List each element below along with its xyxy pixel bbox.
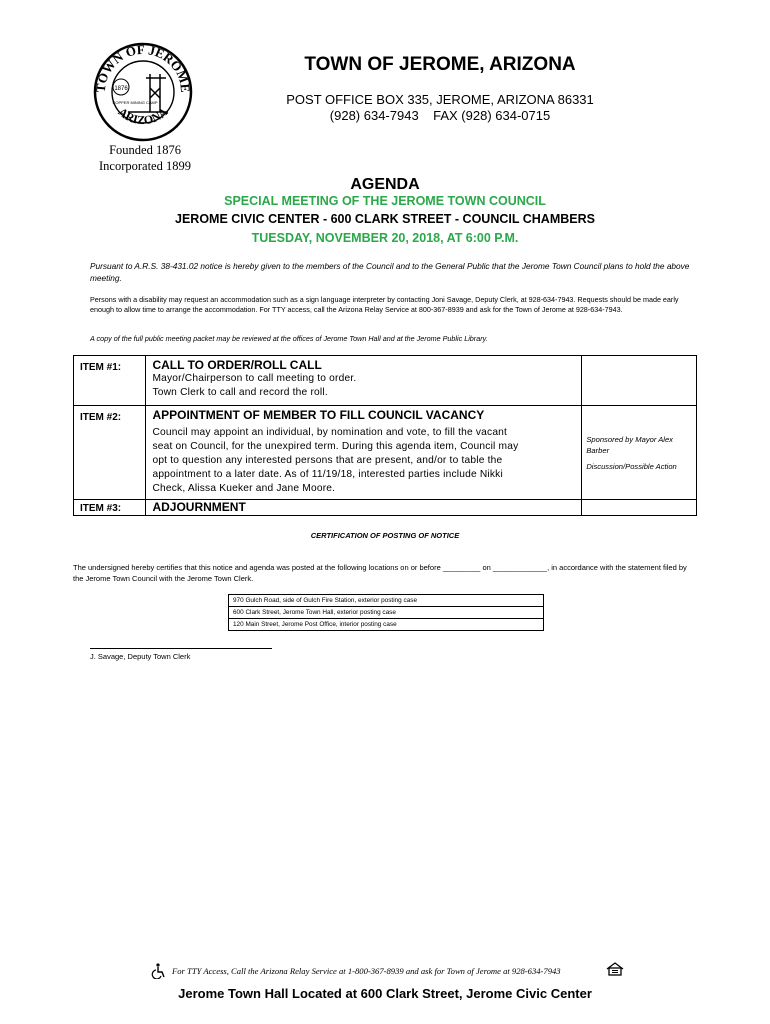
item-body-line: opt to question any interested persons that are present, and/or to table the xyxy=(152,455,503,466)
postal-address: POST OFFICE BOX 335, JEROME, ARIZONA 86331 xyxy=(286,92,594,107)
item-body-line: appointment to a later date. As of 11/19/18, interested parties include Nikki xyxy=(152,469,503,480)
posting-locations-table xyxy=(228,594,544,631)
item-content xyxy=(146,500,582,516)
seal-bottom-text: ARIZONA xyxy=(115,104,171,128)
founded-text: Founded 1876 xyxy=(109,143,181,157)
item-body-line: seat on Council, for the unexpired term. During this agenda item, Council may xyxy=(152,441,519,452)
founding-dates xyxy=(60,142,230,174)
packet-paragraph: A copy of the full public meeting packet may be reviewed at the offices of Jerome Town Hall and at the Jerome Public Library. xyxy=(90,334,488,343)
item-notes xyxy=(582,356,697,406)
item-body-line: Mayor/Chairperson to call meeting to order. xyxy=(152,373,357,384)
signer-name: J. Savage, Deputy Town Clerk xyxy=(90,652,191,661)
signature-line xyxy=(90,648,272,649)
item-notes xyxy=(582,406,697,500)
posting-location-row xyxy=(229,595,544,607)
seal-top-text: TOWN OF JEROME xyxy=(92,42,194,94)
item-number: ITEM #1: xyxy=(74,356,146,406)
certification-statement: The undersigned hereby certifies that this notice and agenda was posted at the following locations on or before _________ on _____________, in accordance with the statement filed by the Jerome Town Council with the Jerome Town Clerk. xyxy=(73,563,687,583)
incorporated-text: Incorporated 1899 xyxy=(99,159,191,173)
posting-location: 600 Clark Street, Jerome Town Hall, exterior posting case xyxy=(229,607,544,619)
svg-text:TOWN OF JEROME xyxy=(93,42,193,93)
meeting-location: JEROME CIVIC CENTER - 600 CLARK STREET - COUNCIL CHAMBERS xyxy=(175,212,595,226)
agenda-items-table xyxy=(73,355,697,516)
posting-location: 970 Gulch Road, side of Gulch Fire Station, exterior posting case xyxy=(229,595,544,607)
certification-heading: CERTIFICATION OF POSTING OF NOTICE xyxy=(310,531,460,540)
item-body-line: Check, Alissa Kueker and Jane Moore. xyxy=(152,483,336,494)
item-content xyxy=(146,406,582,500)
item-content xyxy=(146,356,582,406)
meeting-type: SPECIAL MEETING OF THE JEROME TOWN COUNCIL xyxy=(224,194,546,208)
notice-paragraph: Pursuant to A.R.S. 38-431.02 notice is hereby given to the members of the Council and to the General Public that the Jerome Town Council plans to hold the above meeting. xyxy=(90,261,690,283)
document-title: TOWN OF JEROME, ARIZONA xyxy=(304,54,576,75)
item-title: APPOINTMENT OF MEMBER TO FILL COUNCIL VACANCY xyxy=(152,408,485,422)
phone-fax: (928) 634-7943 FAX (928) 634-0715 xyxy=(329,108,551,123)
posting-location: 120 Main Street, Jerome Post Office, interior posting case xyxy=(229,619,544,631)
item-title: ADJOURNMENT xyxy=(152,500,246,514)
equal-housing-icon xyxy=(606,962,624,976)
svg-text:ARIZONA xyxy=(116,104,171,127)
tty-access-note: For TTY Access, Call the Arizona Relay Service at 1-800-367-8939 and ask for Town of Jerome at 928-634-7943 xyxy=(172,966,561,976)
disability-paragraph: Persons with a disability may request an accommodation such as a sign language interpreter by contacting Joni Savage, Deputy Clerk, at 928-634-7943. Requests should be made early enough to allow time to arrange the accommodation. For TTY access, call the Arizona Relay Service at 800-367-8939 and ask for the Town of Jerome at 928-634-7943. xyxy=(90,295,679,314)
agenda-heading: AGENDA xyxy=(350,176,420,193)
contact-block xyxy=(230,92,650,124)
action-note: Discussion/Possible Action xyxy=(586,461,677,471)
posting-location-row xyxy=(229,619,544,631)
item-body-line: Council may appoint an individual, by nomination and vote, to fill the vacant xyxy=(152,427,508,438)
meeting-datetime: TUESDAY, NOVEMBER 20, 2018, AT 6:00 P.M. xyxy=(251,231,519,245)
town-seal-logo xyxy=(88,42,198,142)
item-title: CALL TO ORDER/ROLL CALL xyxy=(152,358,322,372)
agenda-item-row xyxy=(74,500,697,516)
item-number: ITEM #2: xyxy=(74,406,146,500)
agenda-item-row xyxy=(74,406,697,500)
town-hall-location: Jerome Town Hall Located at 600 Clark Street, Jerome Civic Center xyxy=(178,986,592,1001)
item-notes xyxy=(582,500,697,516)
seal-inner-text: COPPER MINING CAMP xyxy=(112,100,158,105)
sponsor-note: Sponsored by Mayor Alex Barber xyxy=(586,434,673,455)
agenda-item-row xyxy=(74,356,697,406)
seal-year: 1876 xyxy=(114,86,128,92)
item-number: ITEM #3: xyxy=(74,500,146,516)
posting-location-row xyxy=(229,607,544,619)
item-body-line: Town Clerk to call and record the roll. xyxy=(152,387,328,398)
